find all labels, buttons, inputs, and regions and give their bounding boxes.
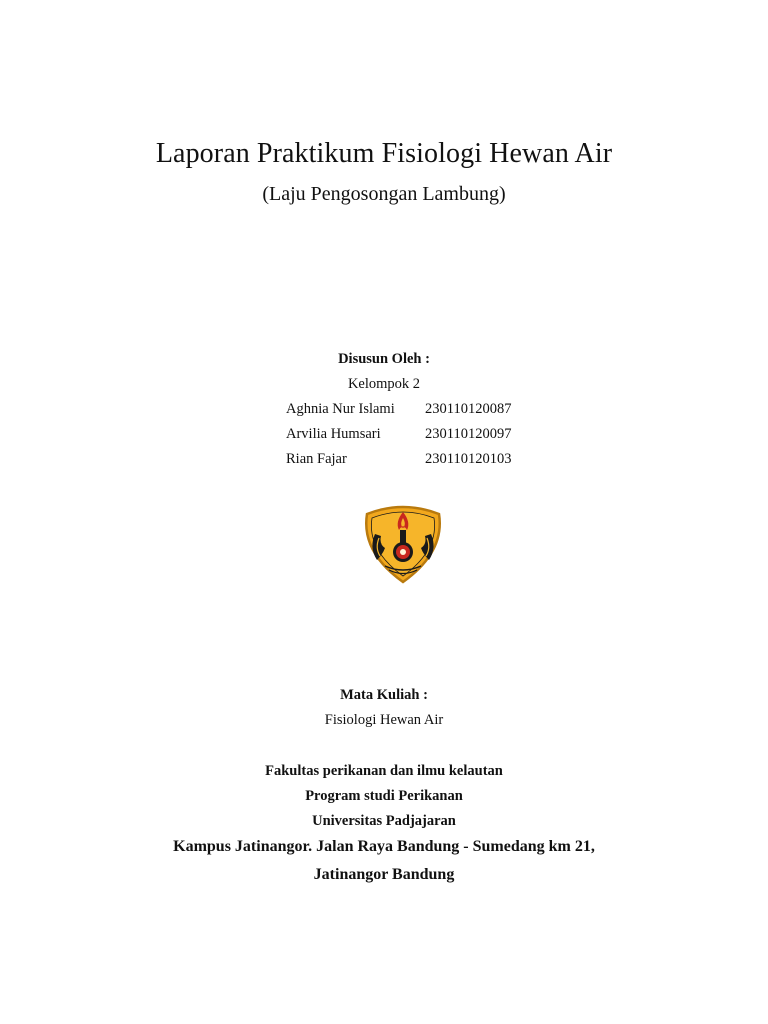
member-id: 230110120087	[425, 401, 512, 417]
course-label: Mata Kuliah :	[340, 687, 428, 703]
group-name: Kelompok 2	[347, 376, 421, 392]
member-row	[286, 451, 586, 468]
prepared-by-label: Disusun Oleh :	[338, 351, 430, 367]
member-id: 230110120097	[425, 426, 512, 442]
member-name: Aghnia Nur Islami	[286, 401, 395, 417]
course-name: Fisiologi Hewan Air	[324, 712, 444, 728]
program-name: Program studi Perikanan	[305, 788, 463, 804]
member-row	[286, 401, 586, 418]
report-subtitle: (Laju Pengosongan Lambung)	[262, 183, 506, 205]
campus-address-line2: Jatinangor Bandung	[313, 866, 455, 883]
university-name: Universitas Padjajaran	[312, 813, 456, 829]
university-emblem-icon	[361, 504, 445, 584]
campus-address-line1: Kampus Jatinangor. Jalan Raya Bandung - Sumedang km 21,	[173, 838, 595, 855]
member-id: 230110120103	[425, 451, 512, 467]
member-name: Rian Fajar	[286, 451, 347, 467]
member-row	[286, 426, 586, 443]
member-name: Arvilia Humsari	[286, 426, 381, 442]
faculty-name: Fakultas perikanan dan ilmu kelautan	[265, 763, 503, 779]
report-title: Laporan Praktikum Fisiologi Hewan Air	[155, 138, 613, 169]
